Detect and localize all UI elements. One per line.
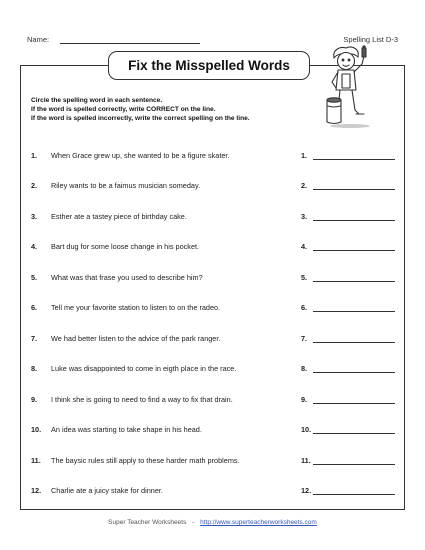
answer-number: 8. — [301, 364, 308, 373]
answer-line[interactable] — [313, 342, 395, 343]
footer-separator: - — [192, 519, 195, 526]
answer-number: 4. — [301, 242, 308, 251]
answer-number: 12. — [301, 486, 312, 495]
question-row — [31, 364, 397, 376]
instruction-line: If the word is spelled incorrectly, write the correct spelling on the line. — [31, 114, 250, 122]
question-number: 1. — [31, 151, 38, 160]
question-row — [31, 486, 397, 498]
answer-number: 9. — [301, 395, 308, 404]
answer-line[interactable] — [313, 403, 395, 404]
answer-line[interactable] — [313, 494, 395, 495]
answer-number: 6. — [301, 303, 308, 312]
answer-number: 11. — [301, 456, 311, 465]
name-line — [60, 43, 200, 44]
question-sentence: Bart dug for some loose change in his pocket. — [51, 242, 200, 251]
page-title: Fix the Misspelled Words — [108, 51, 310, 80]
answer-number: 10. — [301, 425, 312, 434]
footer-link[interactable]: http://www.superteacherworksheets.com — [200, 519, 317, 526]
question-sentence: Riley wants to be a faimus musician someday. — [51, 181, 201, 190]
question-sentence: Tell me your favorite station to listen to on the radeo. — [51, 303, 221, 312]
question-sentence: Charlie ate a juicy stake for dinner. — [51, 486, 163, 495]
question-number: 10. — [31, 425, 42, 434]
footer — [0, 519, 425, 526]
answer-line[interactable] — [313, 189, 395, 190]
question-row — [31, 181, 397, 193]
question-row — [31, 273, 397, 285]
question-row — [31, 212, 397, 224]
answer-line[interactable] — [313, 220, 395, 221]
question-sentence: Esther ate a tastey piece of birthday cake. — [51, 212, 187, 221]
question-number: 3. — [31, 212, 38, 221]
instruction-line: Circle the spelling word in each sentence. — [31, 97, 163, 104]
instruction-line: If the word is spelled correctly, write CORRECT on the line. — [31, 105, 216, 113]
answer-number: 3. — [301, 212, 308, 221]
answer-line[interactable] — [313, 372, 395, 373]
question-number: 11. — [31, 456, 41, 465]
question-row — [31, 151, 397, 163]
question-number: 9. — [31, 395, 38, 404]
question-number: 5. — [31, 273, 38, 282]
question-sentence: I think she is going to need to find a way to fix that drain. — [51, 395, 233, 404]
question-row — [31, 242, 397, 254]
question-sentence: The baysic rules still apply to these harder math problems. — [51, 456, 240, 465]
question-sentence: Luke was disappointed to come in eigth place in the race. — [51, 364, 237, 373]
answer-number: 5. — [301, 273, 308, 282]
worksheet-frame — [20, 65, 405, 510]
answer-line[interactable] — [313, 281, 395, 282]
answer-number: 7. — [301, 334, 308, 343]
answer-line[interactable] — [313, 159, 395, 160]
question-number: 12. — [31, 486, 42, 495]
question-row — [31, 425, 397, 437]
answer-number: 1. — [301, 151, 308, 160]
question-row — [31, 395, 397, 407]
name-label: Name: — [27, 35, 50, 44]
question-number: 4. — [31, 242, 38, 251]
instructions — [31, 97, 331, 123]
question-row — [31, 334, 397, 346]
question-number: 8. — [31, 364, 38, 373]
question-sentence: We had better listen to the advice of the park ranger. — [51, 334, 221, 343]
footer-brand: Super Teacher Worksheets — [108, 519, 187, 526]
answer-line[interactable] — [313, 433, 395, 434]
question-number: 2. — [31, 181, 38, 190]
spelling-list-label: Spelling List D-3 — [343, 35, 398, 44]
question-row — [31, 456, 397, 468]
answer-number: 2. — [301, 181, 308, 190]
question-sentence: What was that frase you used to describe him? — [51, 273, 203, 282]
question-number: 6. — [31, 303, 38, 312]
question-sentence: When Grace grew up, she wanted to be a figure skater. — [51, 151, 230, 160]
question-sentence: An idea was starting to take shape in his head. — [51, 425, 202, 434]
answer-line[interactable] — [313, 464, 395, 465]
question-number: 7. — [31, 334, 38, 343]
question-row — [31, 303, 397, 315]
answer-line[interactable] — [313, 311, 395, 312]
answer-line[interactable] — [313, 250, 395, 251]
